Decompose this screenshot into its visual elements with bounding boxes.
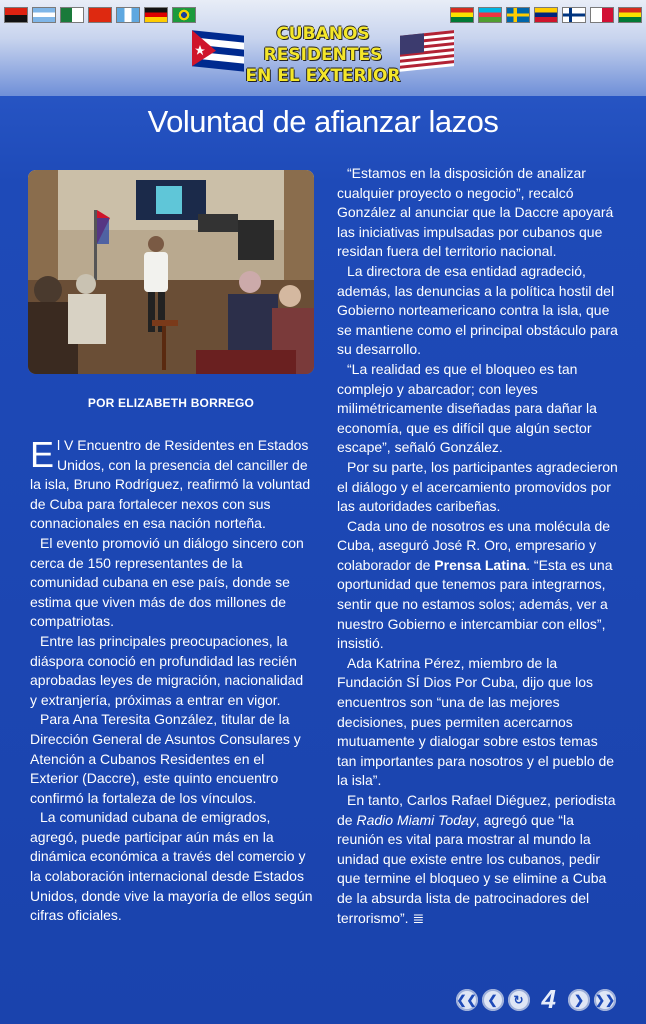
venezuela-flag-icon	[534, 7, 558, 23]
prensa-latina-mention: Prensa Latina	[434, 556, 527, 573]
section-masthead	[236, 24, 410, 87]
paragraph: La comunidad cubana de emigrados, agregó, puede participar aún más en la dinámica económica a través del comercio y la colaboración internacional desde Estados Unidos, donde vive la mayoría de ellos según cifras oficiales.	[30, 809, 313, 924]
masthead-line-2: RESIDENTES	[263, 45, 383, 65]
paragraph: Por su parte, los participantes agradecieron el diálogo y el acercamiento promovidos por las autoridades caribeñas.	[337, 458, 618, 515]
event-photo-illustration	[28, 170, 314, 374]
article-title: Voluntad de afianzar lazos	[147, 104, 499, 139]
left-flag-row	[4, 7, 196, 23]
paragraph: Entre las principales preocupaciones, la diáspora conoció en profundidad las recién aprobadas leyes de migración, nacionalidad y extranjería, próximas a entrar en vigor.	[30, 632, 304, 708]
paragraph: Ada Katrina Pérez, miembro de la Fundación SÍ Dios Por Cuba, dijo que los encuentros son “una de las mejores decisiones, pues permiten acercarnos mutuamente y dialogar sobre estos temas tan importantes para nosotros y el pueblo de la isla”.	[337, 654, 615, 789]
article-column-1	[30, 436, 314, 926]
masthead-line-1: CUBANOS	[276, 24, 370, 44]
event-photo	[28, 170, 314, 374]
finland-flag-icon	[562, 7, 586, 23]
azerbaijan-flag-icon	[478, 7, 502, 23]
next-page-button[interactable]: ❯	[568, 989, 590, 1011]
first-page-button[interactable]: ❮❮	[456, 989, 478, 1011]
header-banner	[0, 0, 646, 96]
bolivia-flag-icon	[450, 7, 474, 23]
page-number: 4	[541, 984, 556, 1014]
paragraph: El evento promovió un diálogo sincero con cerca de 150 representantes de la comunidad cubana en ese país, donde se estima que viven más de dos millones de compatriotas.	[30, 534, 304, 630]
page-navigation	[456, 984, 616, 1015]
algeria-flag-icon	[60, 7, 84, 23]
germany-flag-icon	[144, 7, 168, 23]
paragraph: Para Ana Teresita González, titular de la Dirección General de Asuntos Consulares y Atención a Cubanos Residentes en el Exterior (Daccre), este quinto encuentro confirmó la fortaleza de los vínculos.	[30, 711, 301, 806]
guatemala-flag-icon	[116, 7, 140, 23]
byline: POR ELIZABETH BORREGO	[87, 396, 255, 410]
paragraph: “Estamos en la disposición de analizar cualquier proyecto o negocio”, recalcó González al anunciar que la Daccre apoyará las iniciativas impulsadas por cubanos que residan fuera del territorio nacional.	[337, 165, 614, 260]
china-flag-icon	[88, 7, 112, 23]
paragraph: Cada uno de nosotros es una molécula de Cuba, aseguró José R. Oro, empresario y colaborador de Prensa Latina. “Esta es una oportunidad que tenemos para integrarnos, sentir que no estamos solos; además, ver a nuestro Gobierno e intercambiar con ellos”, insistió.	[337, 517, 613, 652]
back-two-button[interactable]: ↻	[508, 989, 530, 1011]
angola-flag-icon	[4, 7, 28, 23]
sweden-flag-icon	[506, 7, 530, 23]
paragraph: En tanto, Carlos Rafael Diéguez, periodista de Radio Miami Today, agregó que “la reunión es vital para mostrar al mundo la unidad que existe entre los cubanos, pedir que termine el bloqueo y se elimine a Cuba de la absurda lista de patrocinadores del terrorismo”. ≣	[337, 792, 616, 926]
panama-flag-icon	[590, 7, 614, 23]
drop-cap: E	[30, 434, 55, 475]
paragraph: “La realidad es que el bloqueo es tan complejo y abarcador; con leyes milimétricamente diseñadas para dañar la economía, que es difícil que algún sector escape”, señaló González.	[337, 360, 597, 456]
article-column-2	[337, 164, 619, 928]
masthead-line-3: EN EL EXTERIOR	[245, 66, 401, 86]
previous-page-button[interactable]: ❮	[482, 989, 504, 1011]
last-page-button[interactable]: ❯❯	[594, 989, 616, 1011]
paragraph: El V Encuentro de Residentes en Estados Unidos, con la presencia del canciller de la isla, Bruno Rodríguez, reafirmó la voluntad de Cuba para fortalecer nexos con sus connacionales en esa nación norteña.	[30, 434, 311, 532]
argentina-flag-icon	[32, 7, 56, 23]
radio-miami-mention: Radio Miami Today	[356, 811, 476, 828]
brazil-flag-icon	[172, 7, 196, 23]
paragraph: La directora de esa entidad agradeció, además, las denuncias a la política hostil del Gobierno norteamericano contra la isla, que se mantiene como el principal obstáculo para su desarrollo.	[337, 262, 618, 358]
usa-flag-icon	[398, 28, 458, 76]
bolivia-flag-icon	[618, 7, 642, 23]
right-flag-row	[450, 7, 642, 23]
